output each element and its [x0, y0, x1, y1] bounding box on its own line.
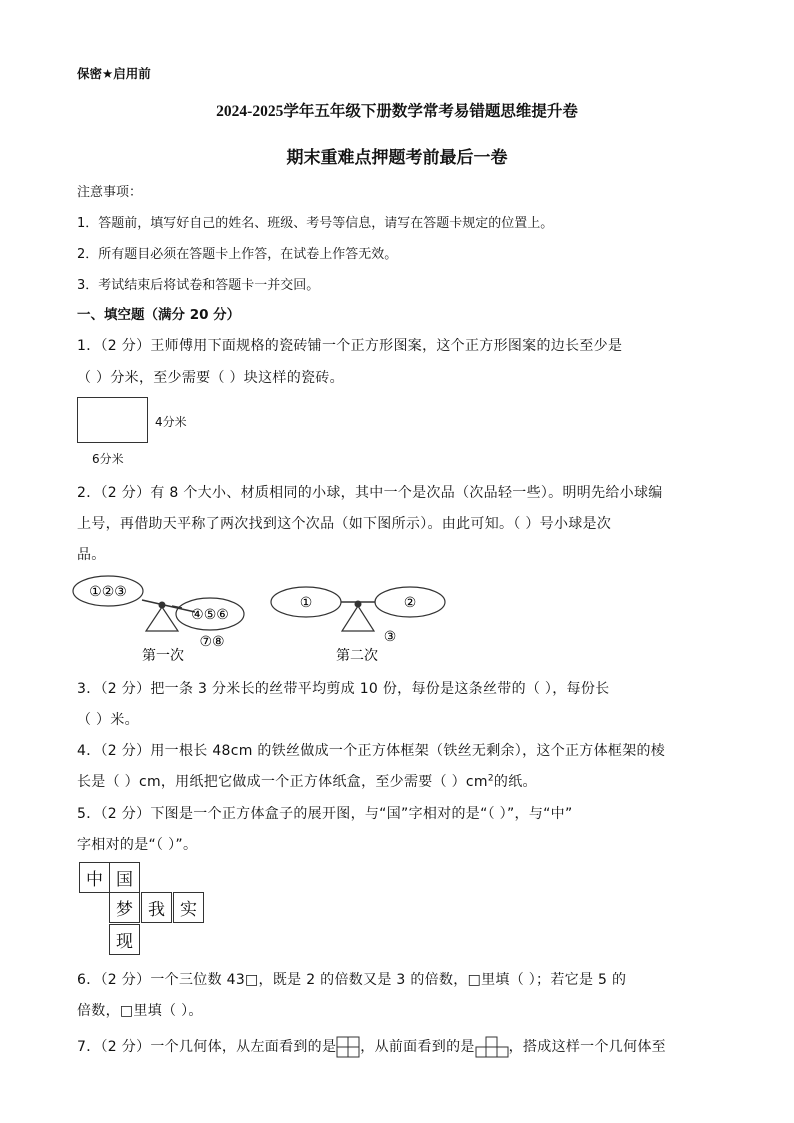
scale1-right-pan: ④⑤⑥ [191, 607, 229, 623]
cube-net-figure [79, 862, 204, 957]
question-3-line: （ ）米。 [77, 712, 139, 728]
question-4-text-end: 的纸。 [493, 774, 537, 790]
tile-width-label: 6分米 [92, 452, 124, 466]
question-1-line: 1．（2 分）王师傅用下面规格的瓷砖铺一个正方形图案，这个正方形图案的边长至少是 [77, 338, 623, 354]
scale1-caption: 第一次 [142, 649, 184, 664]
question-2-line: 2．（2 分）有 8 个大小、材质相同的小球，其中一个是次品（次品轻一些）。明明先给小球编 [77, 485, 663, 501]
notice-item: 2．所有题目必须在答题卡上作答，在试卷上作答无效。 [77, 247, 398, 262]
net-cell: 实 [173, 892, 204, 923]
scale2-left-pan: ① [299, 595, 313, 611]
question-4-superscript: 2 [487, 773, 494, 784]
question-1-line: （ ）分米，至少需要（ ）块这样的瓷砖。 [77, 370, 344, 386]
scale1-aside-balls: ⑦⑧ [199, 634, 225, 650]
notice-heading: 注意事项： [77, 185, 143, 200]
net-cell: 中 [79, 862, 110, 893]
balance-scale-first [73, 576, 244, 664]
front-view-blocks-icon [475, 1036, 509, 1058]
scale1-left-pan: ①②③ [89, 584, 127, 600]
exam-subtitle: 期末重难点押题考前最后一卷 [286, 148, 508, 167]
question-7-text-middle: ，从前面看到的是 [360, 1039, 475, 1055]
notice-item: 1．答题前，填写好自己的姓名、班级、考号等信息，请写在答题卡规定的位置上。 [77, 216, 554, 231]
question-2-line: 上号，再借助天平称了两次找到这个次品（如下图所示）。由此可知。（ ）号小球是次 [77, 516, 612, 532]
net-cell: 梦 [109, 892, 140, 923]
question-6-line: 6．（2 分）一个三位数 43□，既是 2 的倍数又是 3 的倍数，□里填（ ）；若它是 5 的 [77, 972, 627, 988]
net-cell: 现 [109, 924, 140, 955]
question-2-line: 品。 [77, 547, 106, 563]
balance-scale-figures [70, 570, 470, 665]
question-6-line: 倍数，□里填（ ）。 [77, 1003, 203, 1019]
left-view-grid-icon [336, 1036, 360, 1058]
question-5-line: 5．（2 分）下图是一个正方体盒子的展开图，与“国”字相对的是“（ ）”，与“中” [77, 806, 573, 822]
question-5-line: 字相对的是“（ ）”。 [77, 837, 198, 853]
question-4-text: 长是（ ）cm，用纸把它做成一个正方体纸盒，至少需要（ ）cm [77, 774, 488, 790]
scale2-caption: 第二次 [336, 649, 378, 664]
balance-scale-second [271, 587, 445, 664]
question-7-text: 7．（2 分）一个几何体，从左面看到的是 [77, 1039, 337, 1055]
question-3-line: 3．（2 分）把一条 3 分米长的丝带平均剪成 10 份，每份是这条丝带的（ ），每份长 [77, 681, 610, 697]
section-heading: 一、填空题（满分 20 分） [77, 307, 241, 323]
net-cell: 我 [141, 892, 172, 923]
notice-item: 3．考试结束后将试卷和答题卡一并交回。 [77, 278, 320, 293]
question-4-line: 4．（2 分）用一根长 48cm 的铁丝做成一个正方体框架（铁丝无剩余），这个正方体框架的棱 [77, 743, 666, 759]
exam-title: 2024-2025学年五年级下册数学常考易错题思维提升卷 [216, 103, 578, 120]
tile-height-label: 4分米 [155, 415, 187, 429]
question-4-line [77, 771, 537, 791]
tile-rectangle-figure [77, 397, 148, 443]
confidential-label: 保密★启用前 [77, 66, 151, 81]
scale2-right-pan: ② [403, 595, 417, 611]
question-7-line [77, 1036, 666, 1058]
scale2-aside-ball: ③ [383, 629, 397, 645]
net-cell: 国 [109, 862, 140, 893]
question-7-text-end: ，搭成这样一个几何体至 [508, 1039, 666, 1055]
